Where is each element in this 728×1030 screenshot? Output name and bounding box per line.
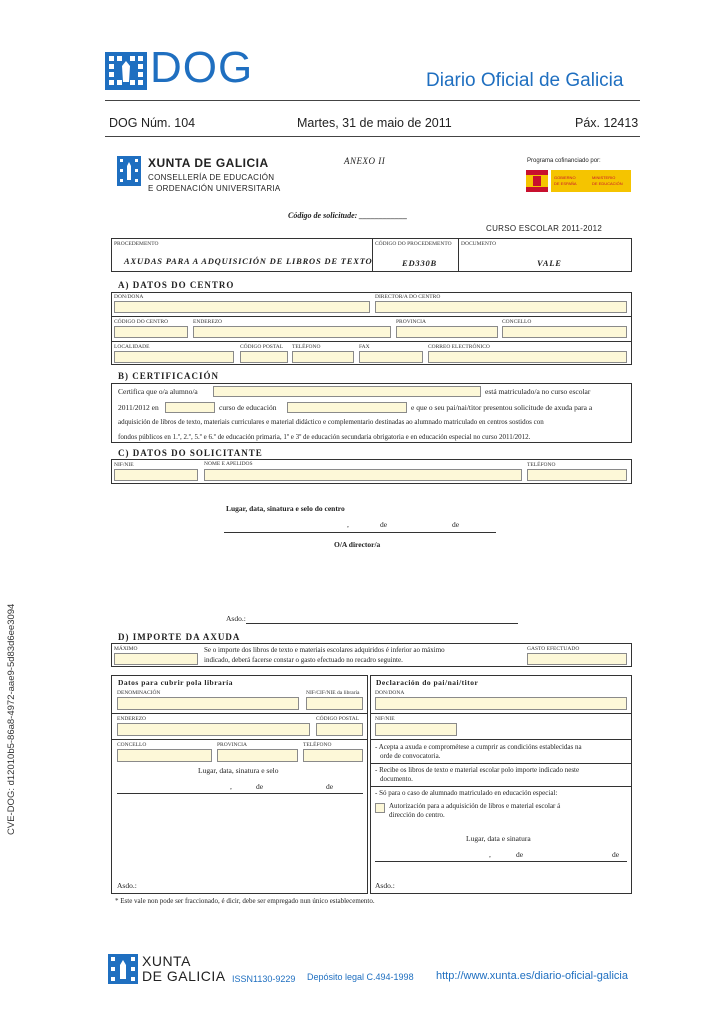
localidade-field[interactable] — [114, 351, 234, 363]
library-enderezo-field[interactable] — [117, 723, 310, 736]
fax-field[interactable] — [359, 351, 423, 363]
declaration-nif-label: NIF/NIE — [375, 716, 395, 722]
declaration-don-label: DON/DONA — [375, 690, 405, 696]
library-cp-field[interactable] — [316, 723, 363, 736]
school-year: CURSO ESCOLAR 2011-2012 — [486, 224, 603, 233]
director-label: DIRECTOR/A DO CENTRO — [375, 294, 441, 300]
ministry-line3: MINISTERIO — [592, 175, 616, 180]
org-name: XUNTA DE GALICIA — [148, 156, 269, 170]
center-sign-place-label: Lugar, data, sinatura e selo do centro — [226, 504, 345, 513]
center-sign-comma: , — [347, 520, 349, 529]
don-dona-field[interactable] — [114, 301, 370, 313]
center-sign-de1: de — [380, 520, 388, 529]
enderezo-field[interactable] — [193, 326, 391, 338]
header-rule-top — [105, 100, 640, 101]
declaration-item2-line1: - Recibe os libros de texto e material escolar polo importe indicado neste — [375, 766, 580, 774]
telefono-field[interactable] — [292, 351, 354, 363]
don-dona-label: DON/DONA — [114, 294, 144, 300]
xunta-form-logo — [117, 156, 141, 186]
declaration-item2-line2: documento. — [380, 775, 413, 783]
issue-date: Martes, 31 de maio de 2011 — [297, 116, 452, 130]
solicitante-nome-label: NOME E APELIDOS — [204, 461, 253, 467]
page-number: Páx. 12413 — [575, 116, 639, 130]
declaration-nif-field[interactable] — [375, 723, 457, 736]
procedure-code-label: CÓDIGO DO PROCEDEMENTO — [375, 241, 452, 247]
procedure-title: AXUDAS PARA A ADQUISICIÓN DE LIBROS DE TEXTO — [124, 256, 373, 266]
authorization-line2: dirección do centro. — [389, 811, 445, 819]
library-provincia-field[interactable] — [217, 749, 298, 762]
declaration-title: Declaración do pai/nai/titor — [376, 678, 479, 687]
codigo-centro-label: CÓDIGO DO CENTRO — [114, 319, 169, 325]
annex-title: ANEXO II — [344, 156, 386, 166]
solicitante-telefono-field[interactable] — [527, 469, 627, 481]
ministry-line4: DE EDUCACIÓN — [592, 181, 623, 186]
footer-issn: ISSN1130-9229 — [232, 974, 296, 984]
codigo-centro-field[interactable] — [114, 326, 188, 338]
gasto-label: GASTO EFECTUADO — [527, 646, 580, 652]
enderezo-label: ENDEREZO — [193, 319, 223, 325]
footer-xunta-logo — [108, 954, 138, 984]
issue-number: DOG Núm. 104 — [109, 116, 196, 130]
solicitante-nif-field[interactable] — [114, 469, 198, 481]
department-line1: CONSELLERÍA DE EDUCACIÓN — [148, 173, 275, 182]
alumno-field[interactable] — [213, 386, 481, 397]
correo-label: CORREO ELECTRÓNICO — [428, 344, 490, 350]
declaration-de1: de — [516, 850, 524, 859]
educacion-field[interactable] — [287, 402, 407, 413]
declaration-don-field[interactable] — [375, 697, 627, 710]
library-concello-label: CONCELLO — [117, 742, 147, 748]
footer-url[interactable]: http://www.xunta.es/diario-oficial-galicia — [436, 970, 628, 982]
provincia-field[interactable] — [396, 326, 498, 338]
declaration-item3: - Só para o caso de alumnado matriculado en educación especial: — [375, 789, 558, 797]
cert-line2-c: e que o seu pai/nai/titor presentou solicitude de axuda para a — [411, 403, 593, 412]
library-telefono-field[interactable] — [303, 749, 363, 762]
footer-org-line1: XUNTA — [142, 953, 191, 969]
ministry-line2: DE ESPAÑA — [554, 181, 577, 186]
fax-label: FAX — [359, 344, 370, 350]
cert-line2-b: curso de educación — [219, 403, 277, 412]
importe-note-line1: Se o importe dos libros de texto e materiais escolares adquiridos é inferior ao máximo — [204, 646, 445, 654]
library-concello-field[interactable] — [117, 749, 212, 762]
declaration-item1-line1: - Acepta a axuda e comprométese a cumprir as condicións establecidas na — [375, 743, 582, 751]
maximo-label: MÁXIMO — [114, 646, 138, 652]
declaration-asdo: Asdo.: — [375, 881, 395, 890]
procedure-label: PROCEDEMENTO — [114, 241, 159, 247]
cert-line2-a: 2011/2012 en — [118, 403, 159, 412]
curso-field[interactable] — [165, 402, 215, 413]
localidade-label: LOCALIDADE — [114, 344, 150, 350]
library-comma: , — [230, 782, 232, 791]
importe-note-line2: indicado, deberá facerse constar o gasto efectuado no recadro seguinte. — [204, 656, 403, 664]
declaration-date-line[interactable] — [375, 861, 627, 862]
telefono-label: TELÉFONO — [292, 344, 321, 350]
library-denominacion-field[interactable] — [117, 697, 299, 710]
codigo-postal-field[interactable] — [240, 351, 288, 363]
cert-line3: adquisición de libros de texto, materiais curriculares e material didáctico e complementario destinadas ao alumnado matriculado en centros sostidos con — [118, 418, 544, 426]
declaration-de2: de — [612, 850, 620, 859]
section-b-title: B) CERTIFICACIÓN — [118, 371, 219, 381]
cert-line1-b: está matriculado/a no curso escolar — [485, 387, 591, 396]
authorization-line1: Autorización para a adquisición de libros e material escolar á — [389, 802, 561, 810]
library-title: Datos para cubrir pola libraría — [118, 678, 233, 687]
solicitante-nome-field[interactable] — [204, 469, 522, 481]
provincia-label: PROVINCIA — [396, 319, 426, 325]
director-field[interactable] — [375, 301, 627, 313]
dog-logo-text: DOG — [150, 43, 254, 92]
concello-label: CONCELLO — [502, 319, 532, 325]
maximo-field[interactable] — [114, 653, 198, 665]
xunta-emblem-icon — [105, 52, 147, 90]
footer-org-line2: DE GALICIA — [142, 968, 226, 984]
center-sign-date-line[interactable] — [224, 532, 496, 533]
solicitante-telefono-label: TELÉFONO — [527, 462, 556, 468]
library-telefono-label: TELÉFONO — [303, 742, 332, 748]
library-provincia-label: PROVINCIA — [217, 742, 247, 748]
side-verification-code: CVE-DOG: d12010b5-86a8-4972-aae9-5d83d6ee3094 — [6, 603, 17, 835]
concello-field[interactable] — [502, 326, 627, 338]
library-nif-field[interactable] — [306, 697, 363, 710]
declaration-comma: , — [489, 850, 491, 859]
center-director-label: O/A director/a — [334, 540, 381, 549]
center-asdo-line[interactable] — [246, 623, 518, 624]
library-date-line[interactable] — [117, 793, 363, 794]
section-a-title: A) DATOS DO CENTRO — [118, 280, 235, 290]
authorization-checkbox[interactable] — [375, 803, 385, 813]
header-rule-bottom — [105, 136, 640, 137]
cofinanced-label: Programa cofinanciado por: — [527, 158, 601, 164]
document-label: DOCUMENTO — [461, 241, 497, 247]
solicitante-nif-label: NIF/NIE — [114, 462, 134, 468]
solicitude-code-label[interactable]: Código de solicitude: ____________ — [288, 211, 408, 220]
footer-deposito: Depósito legal C.494-1998 — [307, 972, 414, 982]
codigo-postal-label: CÓDIGO POSTAL — [240, 344, 284, 350]
declaration-item1-line2: orde de convocatoria. — [380, 752, 441, 760]
section-d-title: D) IMPORTE DA AXUDA — [118, 632, 241, 642]
document-value: VALE — [537, 258, 562, 268]
library-cp-label: CÓDIGO POSTAL — [316, 716, 360, 722]
library-asdo: Asdo.: — [117, 881, 137, 890]
library-nif-label: NIF/CIF/NIE da libraría — [306, 690, 360, 696]
dog-logo — [105, 52, 147, 90]
gasto-field[interactable] — [527, 653, 627, 665]
cert-line1-a: Certifica que o/a alumno/a — [118, 387, 198, 396]
cert-line4: fondos públicos en 1.º, 2.º, 5.º e 6.º de educación primaria, 1º e 3º de educación secundaria obrigatoria e en educación especial no curso 2011/2012. — [118, 433, 531, 441]
xunta-emblem-icon — [117, 156, 141, 186]
library-denominacion-label: DENOMINACIÓN — [117, 690, 161, 696]
library-de1: de — [256, 782, 264, 791]
correo-field[interactable] — [428, 351, 627, 363]
footnote: * Este vale non pode ser fraccionado, é dicir, debe ser empregado nun único establecemento. — [115, 897, 375, 905]
declaration-place-label: Lugar, data e sinatura — [466, 834, 531, 843]
library-de2: de — [326, 782, 334, 791]
ministry-line1: GOBIERNO — [554, 175, 576, 180]
section-c-title: C) DATOS DO SOLICITANTE — [118, 448, 263, 458]
center-asdo-label: Asdo.: — [226, 614, 246, 623]
publication-title: Diario Oficial de Galicia — [426, 70, 624, 91]
procedure-code-value: ED330B — [402, 258, 438, 268]
spain-government-logo — [526, 170, 631, 192]
library-place-label: Lugar, data, sinatura e selo — [198, 766, 279, 775]
library-enderezo-label: ENDEREZO — [117, 716, 147, 722]
department-line2: E ORDENACIÓN UNIVERSITARIA — [148, 184, 281, 193]
center-sign-de2: de — [452, 520, 460, 529]
spain-coat-icon — [526, 170, 548, 192]
xunta-emblem-icon — [108, 954, 138, 984]
